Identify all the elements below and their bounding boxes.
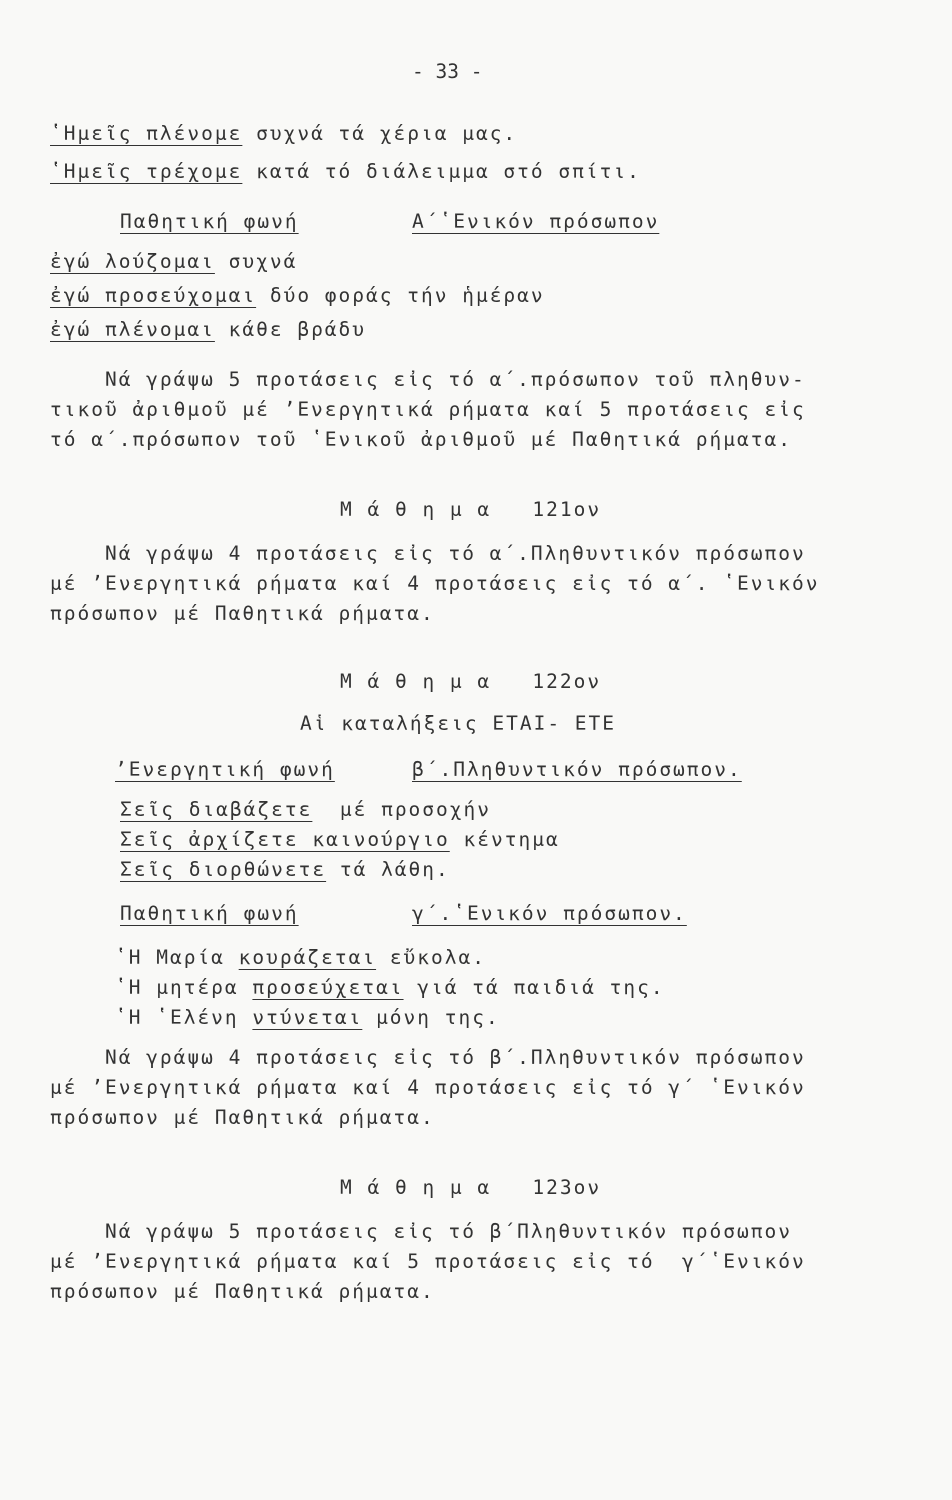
lesson-title: Μ ά θ η μ α 122ον (340, 670, 602, 693)
lesson-title: Μ ά θ η μ α 123ον (340, 1176, 602, 1199)
underlined-verb: Σεῖς διορθώνετε (120, 858, 327, 881)
example-rest: δύο φοράς τήν ἡμέραν (256, 284, 545, 307)
person-heading: γ΄.ʽΕνικόν πρόσωπον. (412, 902, 687, 925)
sentence-line (50, 124, 517, 144)
underlined-verb: Σεῖς ἀρχίζετε καινούργιο (120, 828, 450, 851)
underlined-phrase: ʽΗμεῖς πλένομε (50, 122, 243, 145)
example-rest: συχνά (214, 250, 298, 273)
sentence-rest: κατά τό διάλειμμα στό σπίτι. (242, 160, 641, 183)
underlined-verb: ἐγώ πλένομαι (50, 318, 215, 341)
underlined-verb: Σεῖς διαβάζετε (120, 798, 313, 821)
paragraph-line: τό α΄.πρόσωπον τοῦ ʽΕνικοῦ ἀριθμοῦ μέ Παθητικά ρήματα. (50, 428, 792, 451)
underlined-verb: ἐγώ λούζομαι (50, 250, 215, 273)
example-line (50, 252, 297, 272)
example-rest: μόνη της. (362, 1006, 500, 1029)
example-subject: ʽΗ μητέρα (115, 976, 253, 999)
example-line (50, 320, 366, 340)
example-rest: κέντημα (449, 828, 560, 851)
paragraph-line: Νά γράψω 4 προτάσεις εἰς τό α΄.Πληθυντικόν πρόσωπον (50, 542, 806, 565)
underlined-phrase: ʽΗμεῖς τρέχομε (50, 160, 243, 183)
underlined-verb: ντύνεται (252, 1006, 363, 1029)
page-number: - 33 - (412, 60, 483, 83)
paragraph-line: μέ ʼΕνεργητικά ρήματα καί 4 προτάσεις εἰς τό α΄. ʽΕνικόν (50, 572, 820, 595)
example-subject: ʽΗ Μαρία (115, 946, 239, 969)
example-line (115, 948, 486, 968)
underlined-verb: κουράζεται (238, 946, 377, 969)
example-subject: ʽΗ ʽΕλένη (115, 1006, 253, 1029)
example-line (115, 978, 665, 998)
example-rest: εὔκολα. (376, 946, 486, 969)
example-line (115, 1008, 500, 1028)
underlined-verb: προσεύχεται (252, 976, 404, 999)
example-line (120, 860, 450, 880)
voice-heading: Παθητική φωνή (120, 902, 299, 925)
example-rest: τά λάθη. (326, 858, 450, 881)
example-line (120, 830, 560, 850)
paragraph-line: τικοῦ ἀριθμοῦ μέ ʼΕνεργητικά ρήματα καί 5 προτάσεις εἰς (50, 398, 806, 421)
paragraph-line: Νά γράψω 5 προτάσεις εἰς τό β΄Πληθυντικόν πρόσωπον (50, 1220, 792, 1243)
paragraph-line: Νά γράψω 4 προτάσεις εἰς τό β΄.Πληθυντικόν πρόσωπον (50, 1046, 806, 1069)
paragraph-line: πρόσωπον μέ Παθητικά ρήματα. (50, 602, 435, 625)
paragraph-line: Νά γράψω 5 προτάσεις εἰς τό α΄.πρόσωπον τοῦ πληθυν- (50, 368, 806, 391)
example-rest: μέ προσοχήν (312, 798, 491, 821)
voice-heading: Παθητική φωνή (120, 210, 299, 233)
paragraph-line: μέ ʼΕνεργητικά ρήματα καί 5 προτάσεις εἰς τό γ΄ʽΕνικόν (50, 1250, 806, 1273)
example-rest: γιά τά παιδιά της. (403, 976, 665, 999)
lesson-title: Μ ά θ η μ α 121ον (340, 498, 602, 521)
paragraph-line: πρόσωπον μέ Παθητικά ρήματα. (50, 1280, 435, 1303)
example-line (120, 800, 491, 820)
example-rest: κάθε βράδυ (214, 318, 367, 341)
sentence-line (50, 162, 641, 182)
paragraph-line: πρόσωπον μέ Παθητικά ρήματα. (50, 1106, 435, 1129)
example-line (50, 286, 545, 306)
endings-heading: Αἱ καταλήξεις ΕΤΑΙ- ΕΤΕ (300, 712, 617, 735)
voice-heading: ʼΕνεργητική φωνή (115, 758, 335, 781)
sentence-rest: συχνά τά χέρια μας. (242, 122, 518, 145)
person-heading: Α΄ʽΕνικόν πρόσωπον (412, 210, 660, 233)
person-heading: β΄.Πληθυντικόν πρόσωπον. (412, 758, 742, 781)
underlined-verb: ἐγώ προσεύχομαι (50, 284, 257, 307)
paragraph-line: μέ ʼΕνεργητικά ρήματα καί 4 προτάσεις εἰς τό γ΄ ʽΕνικόν (50, 1076, 806, 1099)
